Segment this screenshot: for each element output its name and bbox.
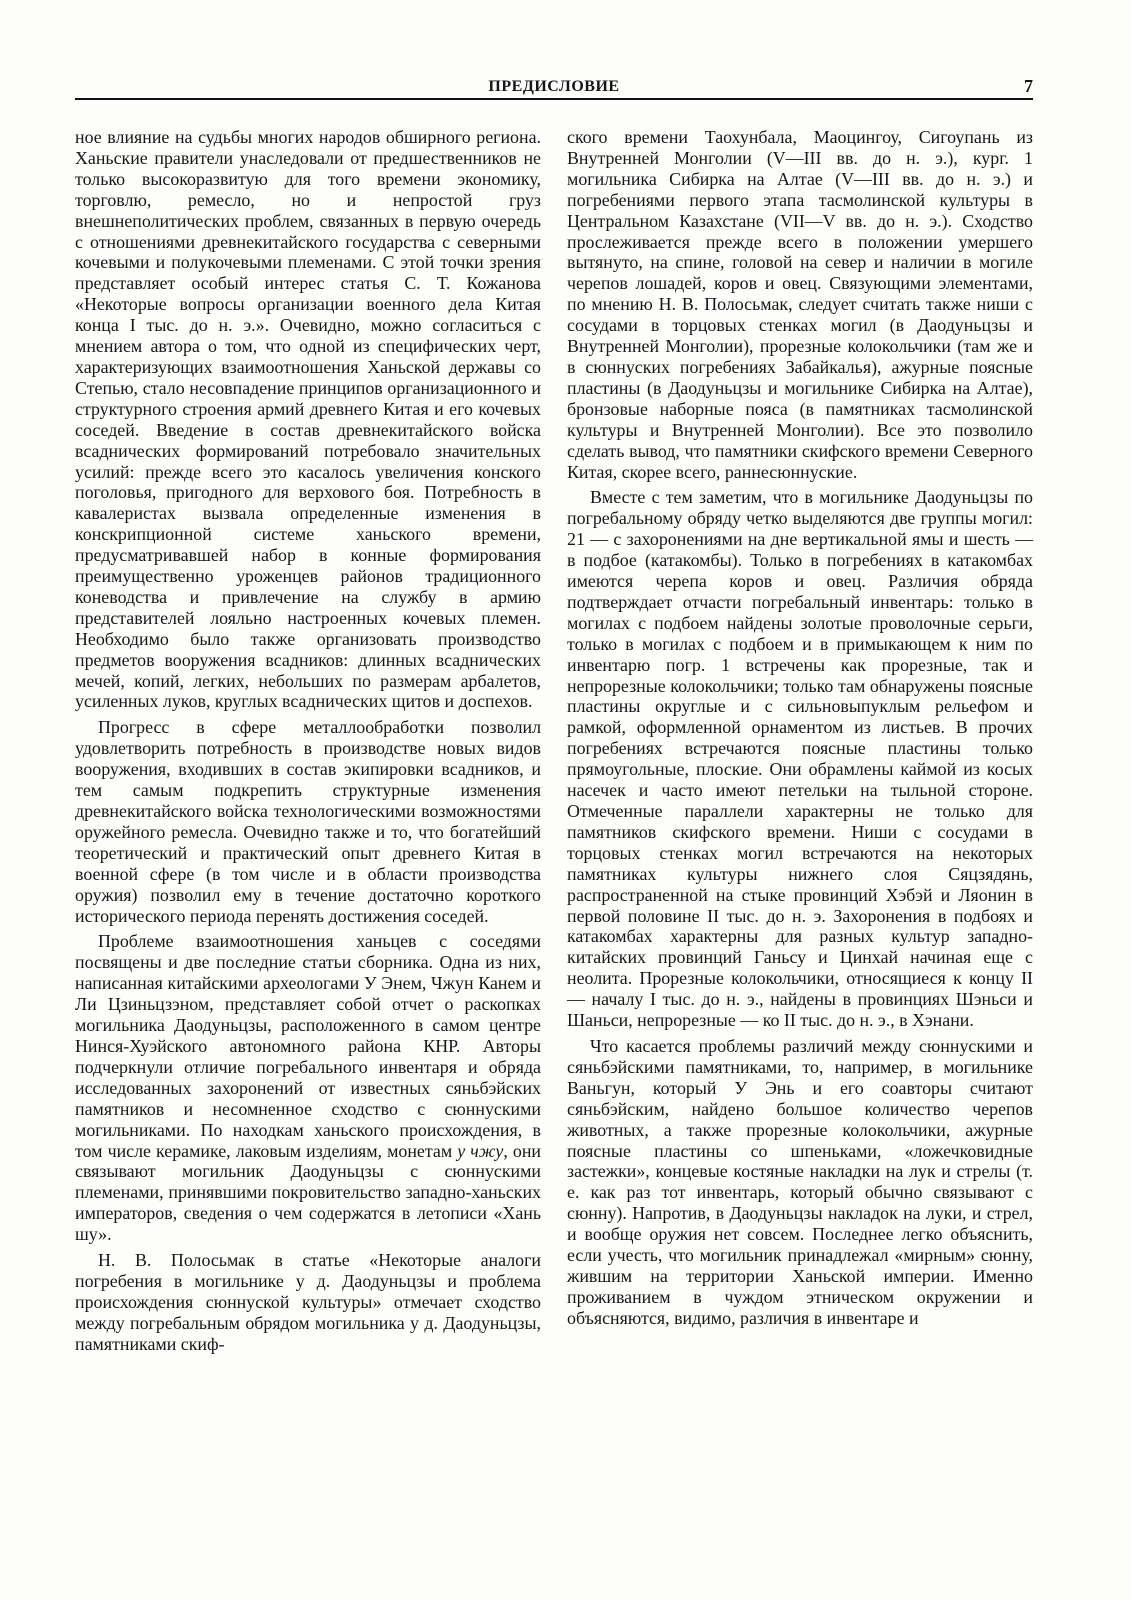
paragraph: Н. В. Полосьмак в статье «Некоторые аналоги погребения в могильнике у д. Даодуньцзы и проблема происхождения сюннуской культуры» отмечает сходство между погребальным обрядом могильника у д. Даодуньцзы, памятниками скиф- (75, 1250, 541, 1354)
running-title: ПРЕДИСЛОВИЕ (488, 78, 620, 95)
paragraph: Прогресс в сфере металлообработки позволил удовлетворить потребность в производстве новых видов вооружения, входивших в состав экипировки всадников, и тем самым подкрепить структурные изменения древнекитайского войска технологическими возможностями оружейного ремесла. Очевидно также и то, что богатейший теоретический и практический опыт древнего Китая в военной сфере (в том числе и в области производства оружия) позволил ему в течение достаточно короткого исторического периода перенять достижения соседей. (75, 717, 541, 926)
paragraph-text: , они связывают могильник Даодуньцзы с сюннускими племенами, принявшими покровительство западно-ханьских императоров, сведения о чем содержатся в летописи «Хань шу». (75, 1140, 541, 1245)
paragraph: ное влияние на судьбы многих народов обширного региона. Ханьские правители унаследовали от предшественников не только высокоразвитую для того времени экономику, торговлю, ремесло, но и непростой груз внешнеполитических проблем, связанных в первую очередь с отношениями древнекитайского государства с северными кочевыми и полукочевыми племенами. С этой точки зрения представляет особый интерес статья С. Т. Кожанова «Некоторые вопросы организации военного дела Китая конца I тыс. до н. э.». Очевидно, можно согласиться с мнением автора о том, что одной из специфических черт, характеризующих взаимоотношения Ханьской державы со Степью, стало несовпадение принципов организационного и структурного строения армий древнего Китая и его кочевых соседей. Введение в состав древнекитайского войска всаднических формирований потребовало значительных усилий: прежде всего это касалось увеличения конского поголовья, пригодного для верхового боя. Потребность в кавалеристах вызвала определенные изменения в конскрипционной системе ханьского времени, предусматривавшей набор в конные формирования преимущественно уроженцев районов традиционного коневодства и привлечение на службу в армию представителей лояльно настроенных кочевых племен. Необходимо было также организовать производство предметов вооружения всадников: длинных всаднических мечей, копий, легких, небольших по размерам арбалетов, усиленных луков, круглых всаднических щитов и доспехов. (75, 127, 541, 712)
italic-term: у чжу (457, 1140, 504, 1161)
header-rule (75, 98, 1033, 100)
left-column (75, 127, 541, 1355)
page-header (75, 78, 1033, 100)
paragraph: ского времени Таохунбала, Маоцингоу, Сигоупань из Внутренней Монголии (V—III вв. до н. э.), кург. 1 могильника Сибирка на Алтае (V—III вв. до н. э.) и погребениями первого этапа тасмолинской культуры в Центральном Казахстане (VII—V вв. до н. э.). Сходство прослеживается прежде всего в положении умершего вытянуто, на спине, головой на север и наличии в могиле черепов лошадей, коров и овец. Связующими элементами, по мнению Н. В. Полосьмак, следует считать также ниши с сосудами в торцовых стенках могил (в Даодуньцзы и Внутренней Монголии), прорезные колокольчики (там же и в сюннуских погребениях Забайкалья), ажурные поясные пластины (в Даодуньцзы и могильнике Сибирка на Алтае), бронзовые наборные пояса (в памятниках тасмолинской культуры и Внутренней Монголии). Все это позволило сделать вывод, что памятники скифского времени Северного Китая, скорее всего, раннесюннуские. (567, 127, 1033, 482)
page-number: 7 (1024, 76, 1033, 96)
right-column (567, 127, 1033, 1329)
paragraph: Что касается проблемы различий между сюннускими и сяньбэйскими памятниками, то, например, в могильнике Ваньгун, который У Энь и его соавторы считают сяньбэйским, найдено большое количество черепов животных, а также прорезные колокольчики, ажурные поясные пластины со шпеньками, «ложечковидные застежки», концевые костяные накладки на лук и стрелы (т. е. как раз тот инвентарь, который обычно связывают с сюнну). Напротив, в Даодуньцзы накладок на луки, и стрел, и вообще оружия нет совсем. Последнее легко объяснить, если учесть, что могильник принадлежал «мирным» сюнну, жившим на территории Ханьской империи. Именно проживанием в чуждом этническом окружении и объясняются, видимо, различия в инвентаре и (567, 1035, 1033, 1328)
paragraph (75, 931, 541, 1245)
paragraph-text: Проблеме взаимоотношения ханьцев с соседями посвящены и две последние статьи сборника. Одна из них, написанная китайскими археологами У Энем, Чжун Канем и Ли Цзиньцзэном, представляет собой отчет о раскопках могильника Даодуньцзы, расположенного в самом центре Нинся-Хуэйского автономного района КНР. Авторы подчеркнули отличие погребального инвентаря и обряда исследованных захоронений от известных сяньбэйских памятников и несомненное сходство с сюннускими могильниками. По находкам ханьского происхождения, в том числе керамике, лаковым изделиям, монетам (75, 931, 541, 1161)
paragraph: Вместе с тем заметим, что в могильнике Даодуньцзы по погребальному обряду четко выделяются две группы могил: 21 — с захоронениями на дне вертикальной ямы и шесть — в подбое (катакомбы). Только в погребениях в катакомбах имеются черепа коров и овец. Различия обряда подтверждает отчасти погребальный инвентарь: только в могилах с подбоем найдены золотые проволочные серьги, только в могилах с подбоем и в примыкающем к ним по инвентарю погр. 1 встречены как прорезные, так и непрорезные колокольчики; только там обнаружены поясные пластины округлые и с сильновыпуклым рельефом и рамкой, оформленной орнаментом из листьев. В прочих погребениях встречаются поясные пластины только прямоугольные, плоские. Они обрамлены каймой из косых насечек и часто имеют петельки на тыльной стороне. Отмеченные параллели характерны не только для памятников скифского времени. Ниши с сосудами в торцовых стенках могил встречаются на некоторых памятниках культуры нижнего слоя Сяцзядянь, распространенной на стыке провинций Хэбэй и Ляонин в первой половине II тыс. до н. э. Захоронения в подбоях и катакомбах характерны для разных культур западно-китайских провинций Ганьсу и Цинхай начиная еще с неолита. Прорезные колокольчики, относящиеся к концу II — началу I тыс. до н. э., найдены в провинциях Шэньси и Шаньси, непрорезные — ко II тыс. до н. э., в Хэнани. (567, 487, 1033, 1031)
